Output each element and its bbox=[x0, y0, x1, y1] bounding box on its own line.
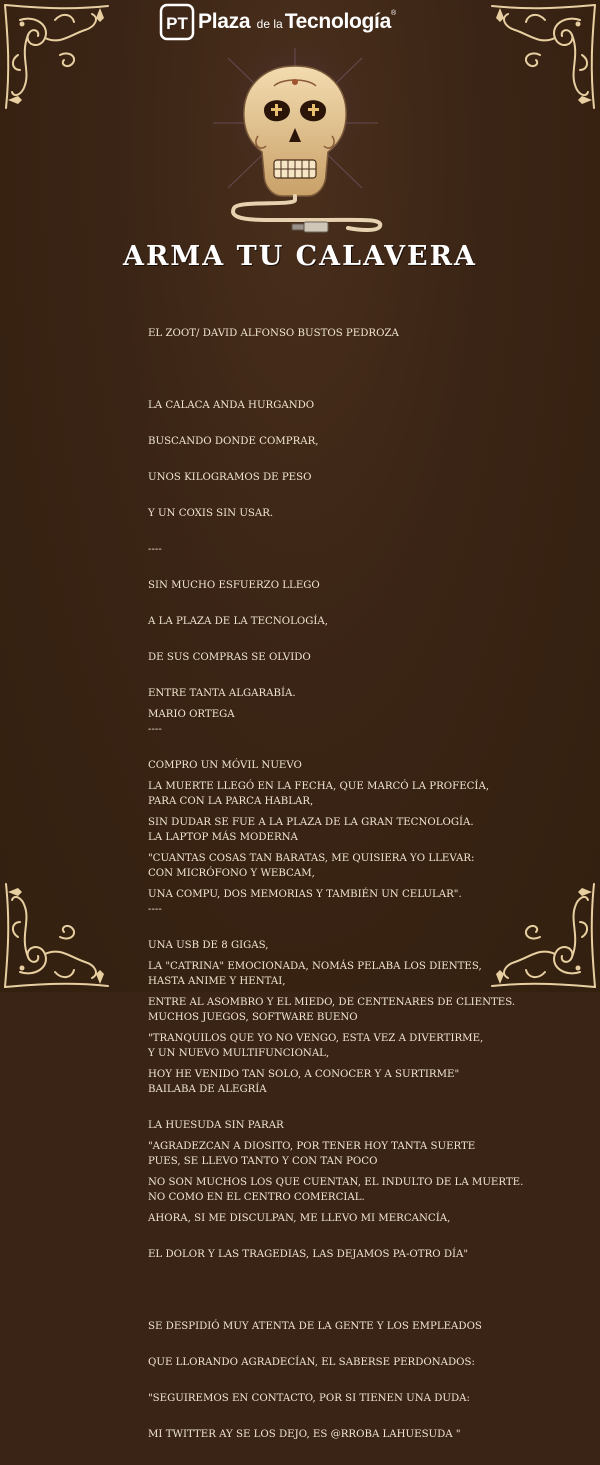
poem-line: NO SON MUCHOS LOS QUE CUENTAN, EL INDULTO DE LA MUERTE. bbox=[148, 1177, 524, 1188]
poem-line: ---- bbox=[148, 904, 162, 915]
blank-line bbox=[148, 745, 523, 757]
poem-line: AHORA, SI ME DISCULPAN, ME LLEVO MI MERCANCÍA, bbox=[148, 1213, 451, 1224]
poem-line: PUES, SE LLEVO TANTO Y CON TAN POCO bbox=[148, 1156, 378, 1167]
corner-ornament-top-right bbox=[485, 0, 600, 115]
flourish-icon bbox=[485, 0, 600, 115]
corner-ornament-top-left bbox=[0, 0, 115, 115]
logo-mark-text: PT bbox=[166, 14, 188, 33]
poem-line bbox=[148, 925, 523, 937]
poem-author: MARIO ORTEGA bbox=[148, 709, 235, 720]
poem-line: LA CALACA ANDA HURGANDO bbox=[148, 400, 315, 411]
poem-line bbox=[148, 1285, 523, 1297]
poem-line: "SEGUIREMOS EN CONTACTO, POR SI TIENEN UNA DUDA: bbox=[148, 1393, 470, 1404]
poem-line: LA HUESUDA SIN PARAR bbox=[148, 1120, 284, 1131]
poem-line: "CUANTAS COSAS TAN BARATAS, ME QUISIERA YO LLEVAR: bbox=[148, 853, 475, 864]
poem-line: SIN DUDAR SE FUE A LA PLAZA DE LA GRAN TECNOLOGÍA. bbox=[148, 817, 474, 828]
poem-line: Y UN NUEVO MULTIFUNCIONAL, bbox=[148, 1048, 330, 1059]
poem-line: SE DESPIDIÓ MUY ATENTA DE LA GENTE Y LOS EMPLEADOS bbox=[148, 1321, 482, 1332]
poem-line: UNA COMPU, DOS MEMORIAS Y TAMBIÉN UN CELULAR". bbox=[148, 889, 462, 900]
poem-line: "AGRADEZCAN A DIOSITO, POR TENER HOY TANTA SUERTE bbox=[148, 1141, 476, 1152]
poem-line: A LA PLAZA DE LA TECNOLOGÍA, bbox=[148, 616, 328, 627]
poem-line: LA LAPTOP MÁS MODERNA bbox=[148, 832, 298, 843]
registered-mark: ® bbox=[390, 10, 397, 17]
poem-line: DE SUS COMPRAS SE OLVIDO bbox=[148, 652, 311, 663]
poem-line: LA MUERTE LLEGÓ EN LA FECHA, QUE MARCÓ LA PROFECÍA, bbox=[148, 781, 490, 792]
flourish-icon bbox=[0, 877, 115, 992]
brand-name bbox=[198, 10, 396, 34]
usb-plug-icon bbox=[304, 222, 328, 232]
blank-line bbox=[148, 364, 399, 376]
poem-line: "TRANQUILOS QUE YO NO VENGO, ESTA VEZ A DIVERTIRME, bbox=[148, 1033, 484, 1044]
poem-line: QUE LLORANDO AGRADECÍAN, EL SABERSE PERDONADOS: bbox=[148, 1357, 475, 1368]
brand-name-part1: Plaza bbox=[198, 10, 251, 33]
sugar-skull-usb-illustration bbox=[208, 48, 398, 238]
poem-line: ---- bbox=[148, 724, 162, 735]
poem-line: SIN MUCHO ESFUERZO LLEGO bbox=[148, 580, 320, 591]
poem-line: MI TWITTER AY SE LOS DEJO, ES @RROBA LAHUESUDA " bbox=[148, 1429, 461, 1440]
poem-line: UNOS KILOGRAMOS DE PESO bbox=[148, 472, 312, 483]
corner-ornament-bottom-left bbox=[0, 877, 115, 992]
brand-name-part3: Tecnología bbox=[284, 10, 391, 33]
poem-line: UNA USB DE 8 GIGAS, bbox=[148, 940, 269, 951]
pt-logo-icon bbox=[160, 4, 194, 40]
poem-line: COMPRO UN MÓVIL NUEVO bbox=[148, 760, 302, 771]
flourish-icon bbox=[0, 0, 115, 115]
poem-2 bbox=[148, 685, 523, 1465]
poem-line: LA "CATRINA" EMOCIONADA, NOMÁS PELABA LOS DIENTES, bbox=[148, 961, 482, 972]
poem-line: HOY HE VENIDO TAN SOLO, A CONOCER Y A SURTIRME" bbox=[148, 1069, 460, 1080]
poem-line: HASTA ANIME Y HENTAI, bbox=[148, 976, 286, 987]
poem-line: MUCHOS JUEGOS, SOFTWARE BUENO bbox=[148, 1012, 358, 1023]
brand-name-part2: de la bbox=[256, 17, 283, 31]
poem-line: BUSCANDO DONDE COMPRAR, bbox=[148, 436, 319, 447]
poem-author: EL ZOOT/ DAVID ALFONSO BUSTOS PEDROZA bbox=[148, 328, 399, 339]
poem-line: EL DOLOR Y LAS TRAGEDIAS, LAS DEJAMOS PA-OTRO DÍA" bbox=[148, 1249, 469, 1260]
poem-line: CON MICRÓFONO Y WEBCAM, bbox=[148, 868, 315, 879]
poem-line: ENTRE TANTA ALGARABÍA. bbox=[148, 688, 296, 699]
page-title: ARMA TU CALAVERA bbox=[123, 241, 477, 272]
poem-line: Y UN COXIS SIN USAR. bbox=[148, 508, 274, 519]
poem-line bbox=[148, 1105, 523, 1117]
brand-logo[interactable] bbox=[160, 0, 396, 44]
poem-line: ---- bbox=[148, 544, 162, 555]
poem-line: NO COMO EN EL CENTRO COMERCIAL. bbox=[148, 1192, 365, 1203]
poem-line: PARA CON LA PARCA HABLAR, bbox=[148, 796, 314, 807]
poem-line: ENTRE AL ASOMBRO Y EL MIEDO, DE CENTENARES DE CLIENTES. bbox=[148, 997, 516, 1008]
poem-line: BAILABA DE ALEGRÍA bbox=[148, 1084, 267, 1095]
